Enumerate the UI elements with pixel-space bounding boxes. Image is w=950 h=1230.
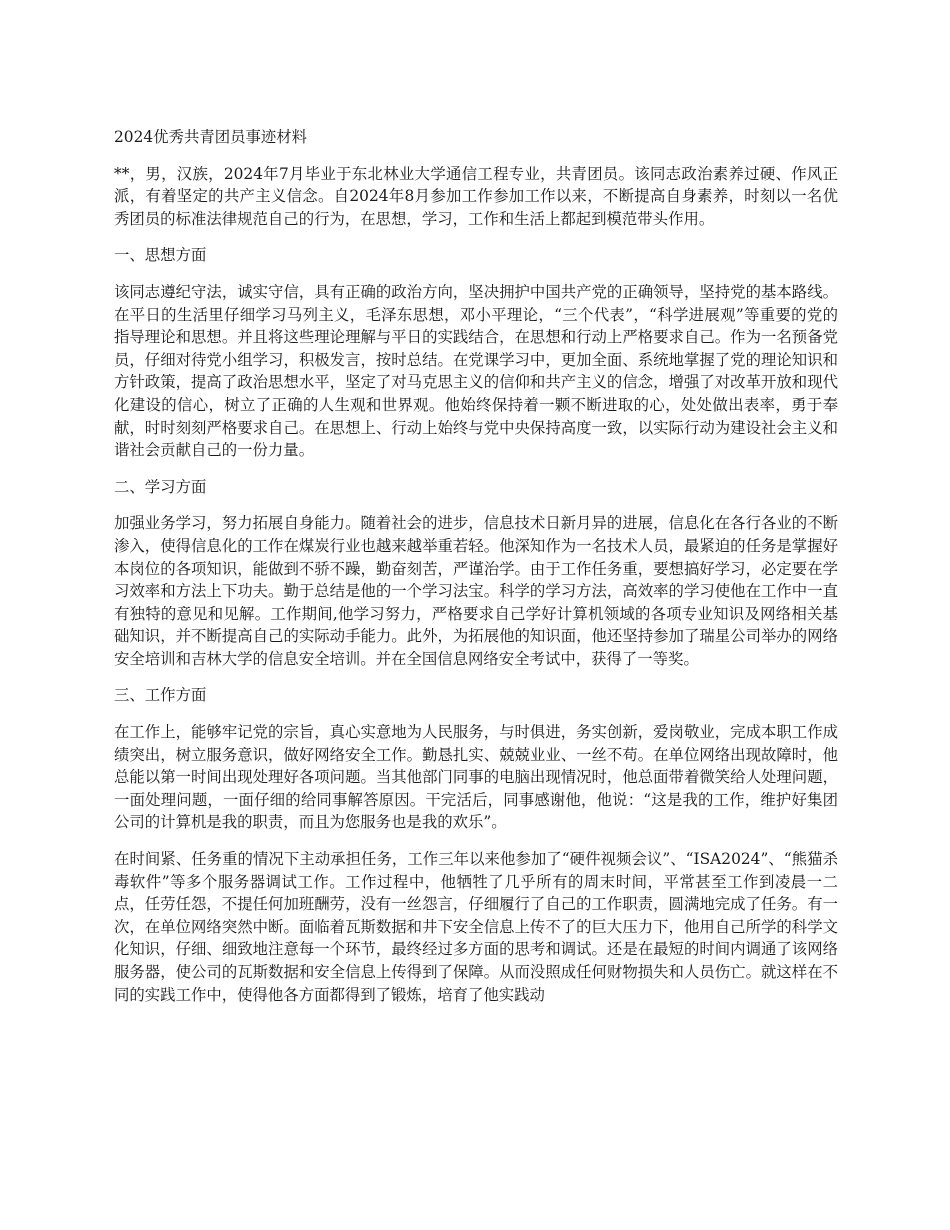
- section-heading-work: 三、工作方面: [114, 686, 207, 705]
- document-title: 2024优秀共青团员事迹材料: [114, 128, 308, 146]
- section-work-paragraph-2: 在时间紧、任务重的情况下主动承担任务，工作三年以来他参加了“硬件视频会议”、“ISA2024”、“熊猫杀毒软件”等多个服务器调试工作。工作过程中，他牺牲了几乎所有的周末时间，平常甚至工作到凌晨一二点，任劳任怨，不提任何加班酬劳，没有一丝怨言，仔细履行了自己的工作职责，圆满地完成了任务。有一次，在单位网络突然中断。面临着瓦斯数据和井下安全信息上传不了的巨大压力下，他用自己所学的科学文化知识，仔细、细致地注意每一个环节，最终经过多方面的思考和调试。还是在最短的时间内调通了该网络服务器，使公司的瓦斯数据和安全信息上传得到了保障。从而没照成任何财物损失和人员伤亡。就这样在不同的实践工作中，使得他各方面都得到了锻炼，培育了他实践动: [114, 850, 838, 1004]
- document-page: [114, 126, 838, 1020]
- section-heading-thought: 一、思想方面: [114, 246, 207, 265]
- intro-paragraph: **，男，汉族，2024年7月毕业于东北林业大学通信工程专业，共青团员。该同志政治素养过硬、作风正派，有着坚定的共产主义信念。自2024年8月参加工作参加工作以来，不断提高自身素养，时刻以一名优秀团员的标准法律规范自己的行为，在思想，学习，工作和生活上都起到模范带头作用。: [114, 164, 838, 228]
- section-study-paragraph: 加强业务学习，努力拓展自身能力。随着社会的进步，信息技术日新月异的进展，信息化在各行各业的不断渗入，使得信息化的工作在煤炭行业也越来越举重若轻。他深知作为一名技术人员，最紧迫的任务是掌握好本岗位的各项知识，能做到不骄不躁，勤奋刻苦，严谨治学。由于工作任务重，要想搞好学习，必定要在学习效率和方法上下功夫。勤于总结是他的一个学习法宝。科学的学习方法，高效率的学习使他在工作中一直有独特的意见和见解。工作期间,他学习努力，严格要求自己学好计算机领域的各项专业知识及网络相关基础知识，并不断提高自己的实际动手能力。此外，为拓展他的知识面，他还坚持参加了瑞星公司举办的网络安全培训和吉林大学的信息安全培训。并在全国信息网络安全考试中，获得了一等奖。: [114, 514, 838, 668]
- section-thought-paragraph: 该同志遵纪守法，诚实守信，具有正确的政治方向，坚决拥护中国共产党的正确领导，坚持党的基本路线。在平日的生活里仔细学习马列主义，毛泽东思想，邓小平理论，“三个代表”，“科学进展观”等重要的党的指导理论和思想。并且将这些理论理解与平日的实践结合，在思想和行动上严格要求自己。作为一名预备党员，仔细对待党小组学习，积极发言，按时总结。在党课学习中，更加全面、系统地掌握了党的理论知识和方针政策，提高了政治思想水平，坚定了对马克思主义的信仰和共产主义的信念，增强了对改革开放和现代化建设的信心，树立了正确的人生观和世界观。他始终保持着一颗不断进取的心，处处做出表率，勇于奉献，时时刻刻严格要求自己。在思想上、行动上始终与党中央保持高度一致，以实际行动为建设社会主义和谐社会贡献自己的一份力量。: [114, 282, 838, 460]
- section-heading-study: 二、学习方面: [114, 477, 207, 496]
- section-work-paragraph-1: 在工作上，能够牢记党的宗旨，真心实意地为人民服务，与时俱进，务实创新，爱岗敬业，完成本职工作成绩突出，树立服务意识，做好网络安全工作。勤恳扎实、兢兢业业、一丝不苟。在单位网络出现故障时，他总能以第一时间出现处理好各项问题。当其他部门同事的电脑出现情况时，他总面带着微笑给人处理问题，一面处理问题，一面仔细的给同事解答原因。干完活后，同事感谢他，他说：“这是我的工作，维护好集团公司的计算机是我的职责，而且为您服务也是我的欢乐”。: [114, 723, 838, 832]
